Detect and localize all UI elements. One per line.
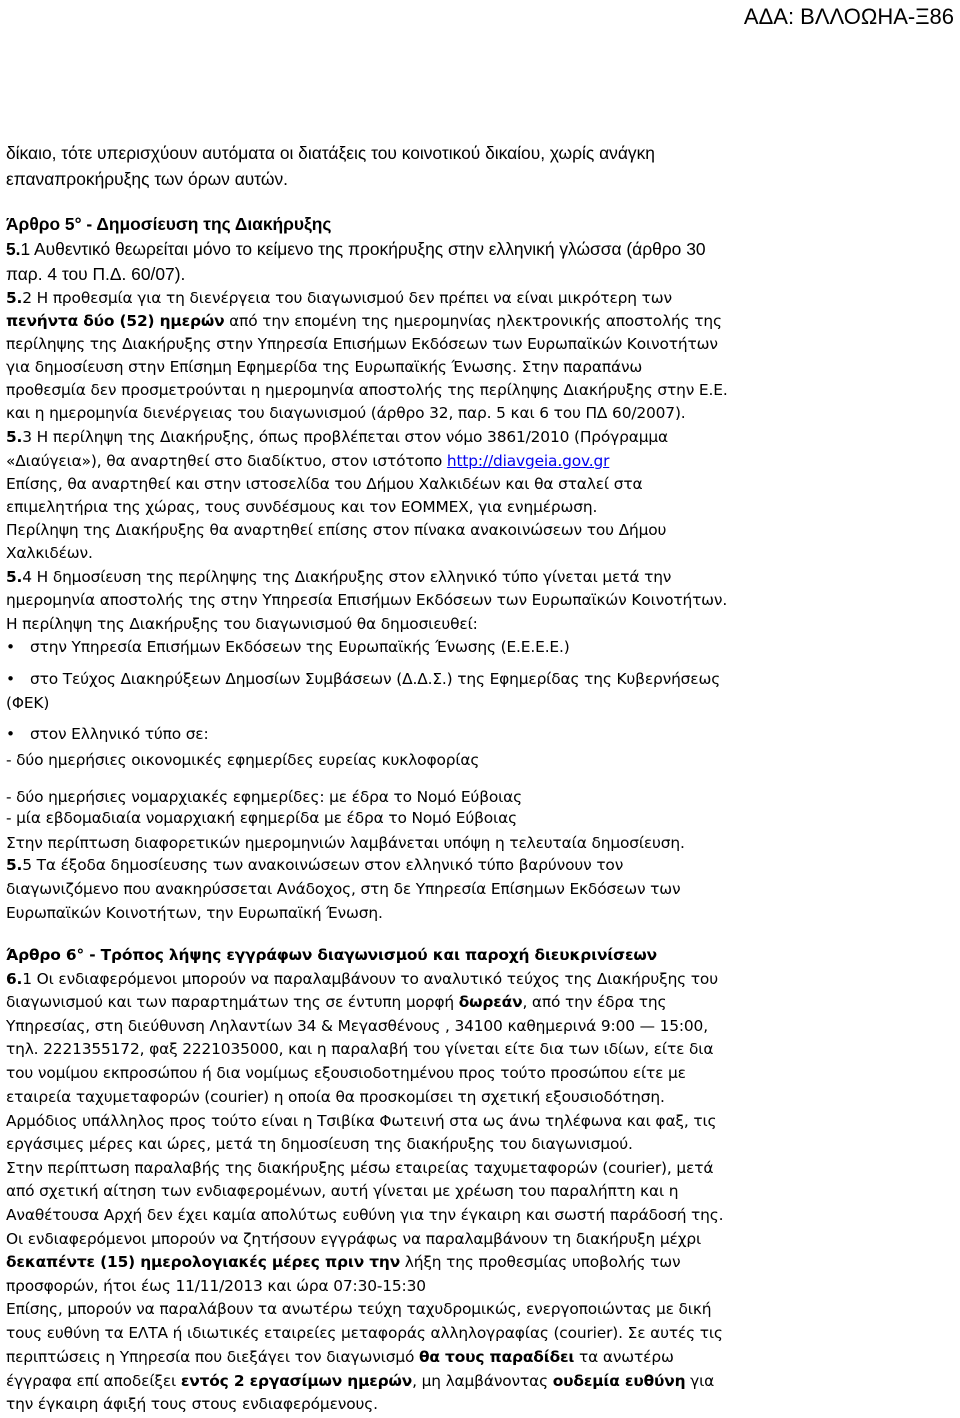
text-segment: - μία εβδομαδιαία νομαρχιακή εφημερίδα με έδρα το Νομό Εύβοιας	[6, 809, 517, 827]
text-line	[6, 143, 655, 163]
text-segment: διαγωνιζόμενο που ανακηρύσσεται Ανάδοχος, στη δε Υπηρεσία Επίσημων Εκδόσεων των	[6, 880, 681, 898]
text-segment: δίκαιο, τότε υπερισχύουν αυτόματα οι διατάξεις του κοινοτικού δικαίου, χωρίς ανάγκη	[6, 143, 655, 163]
text-line	[6, 311, 722, 331]
text-line	[6, 1087, 665, 1107]
text-segment: στον Ελληνικό τύπο σε:	[30, 725, 209, 743]
text-line	[6, 1205, 723, 1225]
bold-text: 5.	[6, 428, 23, 446]
text-segment: Αναθέτουσα Αρχή δεν έχει καμία απολύτως ευθύνη για την έγκαιρη και σωστή παράδοσή της.	[6, 1206, 724, 1224]
text-line	[6, 214, 331, 234]
text-segment: 4 Η δημοσίευση της περίληψης της Διακήρυξης στον ελληνικό τύπο γίνεται μετά την	[22, 568, 672, 586]
text-line	[6, 808, 517, 828]
text-line	[6, 1347, 674, 1367]
text-segment: Επίσης, θα αναρτηθεί και στην ιστοσελίδα του Δήμου Χαλκιδέων και θα σταλεί στα	[6, 475, 643, 493]
text-segment: λήξη της προθεσμίας υποβολής των	[400, 1253, 681, 1271]
text-segment: για	[685, 1372, 715, 1390]
text-line	[6, 669, 720, 689]
text-segment: επιμελητήρια της χώρας, τους συνδέσμους και τον ΕΟΜΜΕΧ, για ενημέρωση.	[6, 498, 598, 516]
text-line	[6, 1299, 711, 1319]
text-line	[6, 357, 642, 377]
text-line	[6, 520, 666, 540]
text-line	[6, 474, 642, 494]
text-line	[6, 403, 686, 423]
text-segment: περίληψης της Διακήρυξης στην Υπηρεσία Επισήμων Εκδόσεων των Ευρωπαϊκών Κοινοτήτων	[6, 335, 718, 353]
text-line	[6, 334, 718, 354]
text-line	[6, 1158, 713, 1178]
bold-text: 5.	[6, 856, 23, 874]
text-line	[6, 1063, 686, 1083]
text-line	[6, 1323, 723, 1343]
text-segment: 5 Τα έξοδα δημοσίευσης των ανακοινώσεων στον ελληνικό τύπο βαρύνουν τον	[22, 856, 624, 874]
text-line	[6, 239, 706, 259]
text-segment: Οι ενδιαφερόμενοι μπορούν να ζητήσουν εγγράφως να παραλαμβάνουν τη διακήρυξη μέχρι	[6, 1230, 702, 1248]
text-line	[6, 1134, 633, 1154]
bold-text: Άρθρο 6° - Τρόπος λήψης εγγράφων διαγωνισμού και παροχή διευκρινίσεων	[6, 946, 657, 964]
text-line	[6, 169, 288, 189]
text-segment: 3 Η περίληψη της Διακήρυξης, όπως προβλέπεται στον νόμο 3861/2010 (Πρόγραμμα	[22, 428, 668, 446]
bold-text: 6.	[6, 970, 23, 988]
text-segment: (ΦΕΚ)	[6, 694, 50, 712]
text-segment: την έγκαιρη άφιξή τους στους ενδιαφερόμενους.	[6, 1395, 378, 1413]
text-line	[6, 1111, 716, 1131]
text-line	[6, 1252, 680, 1272]
bullet-icon: •	[6, 638, 15, 656]
text-segment: του νομίμου εκπροσώπου ή δια νομίμως εξουσιοδοτημένου προς τούτο προσώπου είτε με	[6, 1064, 686, 1082]
text-line	[6, 264, 185, 284]
text-segment: 2 Η προθεσμία για τη διενέργεια του διαγωνισμού δεν πρέπει να είναι μικρότερη των	[22, 289, 672, 307]
bold-text: δωρεάν	[458, 993, 523, 1011]
text-segment: στην Υπηρεσία Επισήμων Εκδόσεων της Ευρωπαϊκής Ένωσης (Ε.Ε.Ε.Ε.)	[30, 638, 570, 656]
text-line	[6, 451, 609, 471]
text-line	[6, 497, 597, 517]
text-line	[6, 1229, 701, 1249]
text-segment: έγγραφα επί αποδείξει	[6, 1372, 181, 1390]
text-line	[6, 969, 718, 989]
text-line	[6, 1394, 378, 1414]
text-segment: στο Τεύχος Διακηρύξεων Δημοσίων Συμβάσεων (Δ.Δ.Σ.) της Εφημερίδας της Κυβερνήσεως	[30, 670, 721, 688]
text-segment: Ευρωπαϊκών Κοινοτήτων, την Ευρωπαϊκή Ένωση.	[6, 904, 383, 922]
text-line	[6, 992, 666, 1012]
text-segment: τους ευθύνη τα ΕΛΤΑ ή ιδιωτικές εταιρείες μεταφοράς αλληλογραφίας (courier). Σε αυτές τις	[6, 1324, 723, 1342]
bullet-icon: •	[6, 725, 15, 743]
text-line	[6, 724, 209, 744]
text-line	[6, 855, 623, 875]
text-segment: Αρμόδιος υπάλληλος προς τούτο είναι η Τσιβίκα Φωτεινή στα ως άνω τηλέφωνα και φαξ, τις	[6, 1112, 717, 1130]
bold-text: 5.	[6, 568, 23, 586]
text-line	[6, 637, 570, 657]
bold-text: ουδεμία ευθύνη	[552, 1372, 686, 1390]
text-line	[6, 903, 383, 923]
text-line	[6, 543, 93, 563]
bold-text: 5.	[6, 289, 23, 307]
text-line	[6, 1371, 714, 1391]
text-line	[6, 567, 671, 587]
text-segment: από σχετική αίτηση των ενδιαφερομένων, αυτή γίνεται με χρέωση του παραλήπτη και η	[6, 1182, 679, 1200]
text-segment: Η περίληψη της Διακήρυξης του διαγωνισμού θα δημοσιευθεί:	[6, 615, 478, 633]
text-segment: , από την έδρα της	[522, 993, 667, 1011]
bold-text: εντός 2 εργασίμων ημερών	[180, 1372, 413, 1390]
text-segment: τηλ. 2221355172, φαξ 2221035000, και η παραλαβή του γίνεται είτε δια των ιδίων, είτε δια	[6, 1040, 714, 1058]
text-segment: - δύο ημερήσιες νομαρχιακές εφημερίδες: με έδρα το Νομό Εύβοιας	[6, 788, 523, 806]
text-segment: τα ανωτέρω	[574, 1348, 674, 1366]
text-line	[6, 1181, 678, 1201]
text-segment: Υπηρεσίας, στη διεύθυνση Ληλαντίων 34 & Μεγασθένους , 34100 καθημερινά 9:00 — 15:00,	[6, 1017, 708, 1035]
text-segment: Χαλκιδέων.	[6, 544, 93, 562]
diavgeia-link[interactable]: http://diavgeia.gov.gr	[446, 452, 610, 470]
text-segment: από την επομένη της ημερομηνίας ηλεκτρονικής αποστολής της	[224, 312, 722, 330]
text-line	[6, 1016, 708, 1036]
text-line	[6, 380, 728, 400]
text-segment: επαναπροκήρυξης των όρων αυτών.	[6, 169, 289, 189]
text-line	[6, 614, 478, 634]
text-segment: , μη λαμβάνοντας	[412, 1372, 553, 1390]
text-segment: Περίληψη της Διακήρυξης θα αναρτηθεί επίσης στον πίνακα ανακοινώσεων του Δήμου	[6, 521, 667, 539]
text-segment: διαγωνισμού και των παραρτημάτων της σε έντυπη μορφή	[6, 993, 459, 1011]
bullet-icon: •	[6, 670, 15, 688]
text-segment: 1 Οι ενδιαφερόμενοι μπορούν να παραλαμβάνουν το αναλυτικό τεύχος της Διακήρυξης του	[22, 970, 718, 988]
text-segment: «Διαύγεια»), θα αναρτηθεί στο διαδίκτυο, στον ιστότοπο	[6, 452, 447, 470]
text-segment: για δημοσίευση στην Επίσημη Εφημερίδα της Ευρωπαϊκής Ένωσης. Στην παραπάνω	[6, 358, 643, 376]
text-segment: Στην περίπτωση παραλαβής της διακήρυξης μέσω εταιρείας ταχυμεταφορών (courier), μετά	[6, 1159, 714, 1177]
text-segment: περιπτώσεις η Υπηρεσία που διεξάγει τον διαγωνισμό	[6, 1348, 419, 1366]
text-line	[6, 427, 668, 447]
text-segment: εργάσιμες μέρες και ώρες, μετά τη δημοσίευση της διακήρυξης του διαγωνισμού.	[6, 1135, 633, 1153]
text-line	[6, 1039, 713, 1059]
text-segment: εταιρεία ταχυμεταφορών (courier) η οποία θα προσκομίσει τη σχετική εξουσιοδότηση.	[6, 1088, 665, 1106]
text-segment: και η ημερομηνία διενέργειας του διαγωνισμού (άρθρο 32, παρ. 5 και 6 του ΠΔ 60/2007).	[6, 404, 686, 422]
ada-document-code: ΑΔΑ: ΒΛΛΟΩΗΑ-Ξ86	[743, 4, 954, 29]
text-line	[6, 1276, 426, 1296]
text-line	[6, 590, 727, 610]
bold-text: Άρθρο 5° - Δημοσίευση της Διακήρυξης	[6, 214, 332, 234]
text-segment: Επίσης, μπορούν να παραλάβουν τα ανωτέρω τεύχη ταχυδρομικώς, ενεργοποιώντας με δική	[6, 1300, 712, 1318]
text-line	[6, 945, 657, 965]
text-line	[6, 288, 672, 308]
bold-text: θα τους παραδίδει	[418, 1348, 575, 1366]
text-segment: προθεσμία δεν προσμετρούνται η ημερομηνία αποστολής της περίληψης Διακήρυξης στην Ε.Ε.	[6, 381, 728, 399]
text-segment: 1 Αυθεντικό θεωρείται μόνο το κείμενο της προκήρυξης στην ελληνική γλώσσα (άρθρο 30	[20, 239, 706, 259]
text-line	[6, 879, 680, 899]
bold-text: πενήντα δύο (52) ημερών	[6, 312, 225, 330]
text-segment: προσφορών, ήτοι έως 11/11/2013 και ώρα 07:30-15:30	[6, 1277, 426, 1295]
text-segment: ημερομηνία αποστολής της στην Υπηρεσία Επισήμων Εκδόσεων των Ευρωπαϊκών Κοινοτήτων.	[6, 591, 728, 609]
text-line	[6, 693, 49, 713]
text-line	[6, 833, 685, 853]
text-segment: Στην περίπτωση διαφορετικών ημερομηνιών λαμβάνεται υπόψη η τελευταία δημοσίευση.	[6, 834, 685, 852]
text-segment: παρ. 4 του Π.Δ. 60/07).	[6, 264, 186, 284]
text-line	[6, 787, 522, 807]
text-line	[6, 750, 479, 770]
text-segment: - δύο ημερήσιες οικονομικές εφημερίδες ευρείας κυκλοφορίας	[6, 751, 480, 769]
bold-text: 5.	[6, 239, 21, 259]
bold-text: δεκαπέντε (15) ημερολογιακές μέρες πριν την	[6, 1253, 401, 1271]
